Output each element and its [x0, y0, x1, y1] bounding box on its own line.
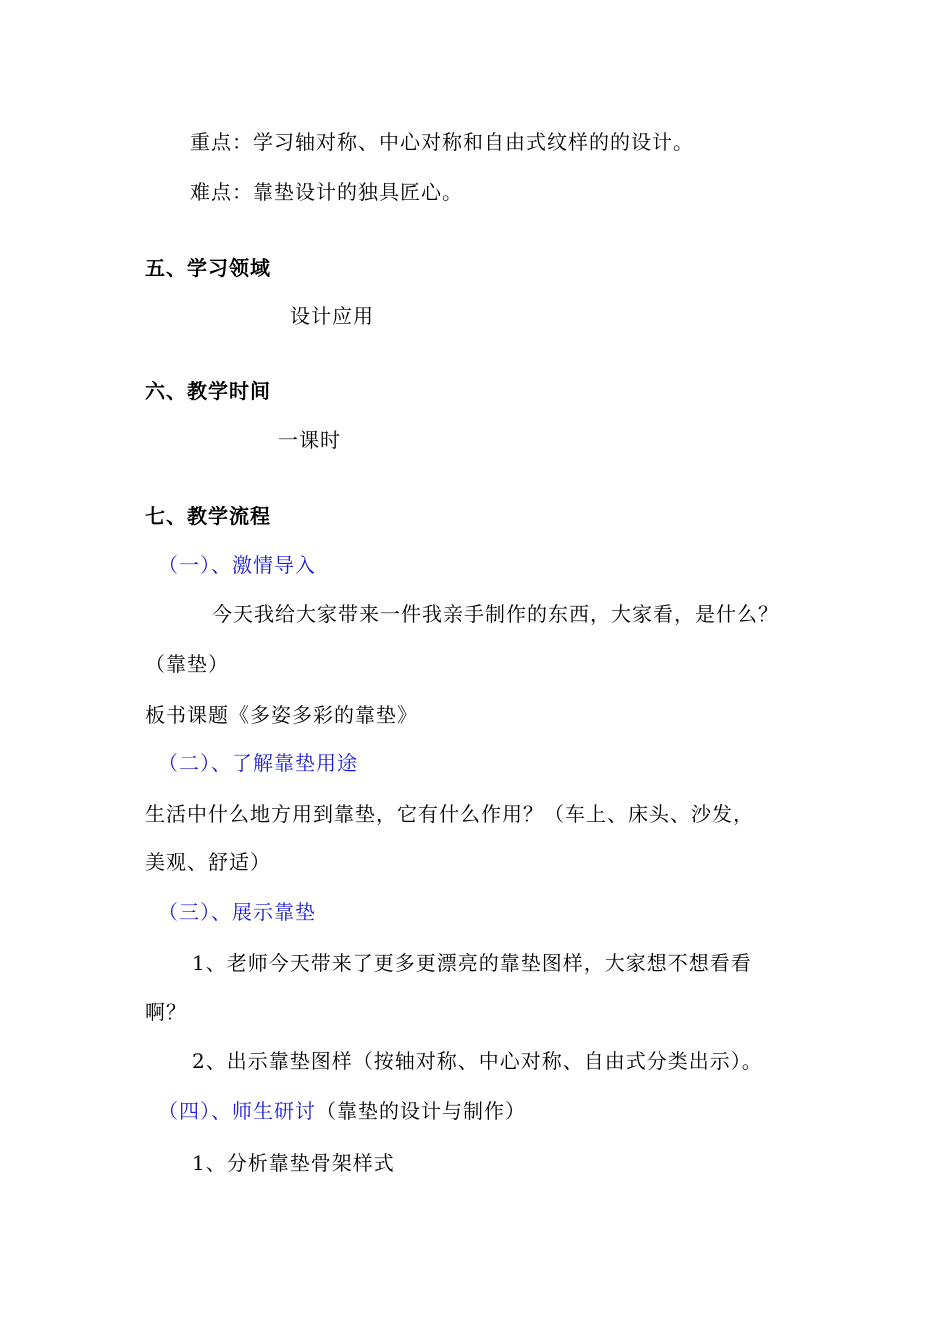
- difficulty-point: 难点：靠垫设计的独具匠心。: [190, 180, 463, 204]
- lesson-title: 板书课题《多姿多彩的靠垫》: [145, 703, 418, 727]
- part-1-heading: （一）、激情导入: [158, 553, 316, 577]
- focus-point: 重点：学习轴对称、中心对称和自由式纹样的的设计。: [190, 130, 694, 154]
- part-2-text-1: 生活中什么地方用到靠垫，它有什么作用？（车上、床头、沙发，: [145, 802, 754, 826]
- part-2-heading: （二）、了解靠垫用途: [158, 751, 358, 775]
- part-3-item-1-text-2: 啊？: [145, 1000, 187, 1024]
- section-6-content: 一课时: [278, 428, 341, 452]
- part-3-heading: （三）、展示靠垫: [158, 900, 316, 924]
- part-3-item-1-text-1: 1、老师今天带来了更多更漂亮的靠垫图样，大家想不想看看: [192, 951, 752, 975]
- part-4-heading-row: [158, 1097, 526, 1125]
- section-7-heading: 七、教学流程: [145, 504, 271, 528]
- section-6-heading: 六、教学时间: [145, 379, 271, 403]
- part-1-text-1: 今天我给大家带来一件我亲手制作的东西，大家看，是什么？: [212, 602, 779, 626]
- part-1-text-2: （靠垫）: [145, 652, 229, 676]
- part-3-item-2: 2、出示靠垫图样（按轴对称、中心对称、自由式分类出示）。: [192, 1049, 763, 1073]
- part-4-heading: （四）、师生研讨: [158, 1099, 316, 1123]
- section-5-heading: 五、学习领域: [145, 256, 271, 280]
- section-5-content: 设计应用: [290, 304, 374, 328]
- part-2-text-2: 美观、舒适）: [145, 850, 271, 874]
- part-4-item-1: 1、分析靠垫骨架样式: [192, 1151, 395, 1175]
- part-4-heading-suffix: （靠垫的设计与制作）: [316, 1099, 526, 1123]
